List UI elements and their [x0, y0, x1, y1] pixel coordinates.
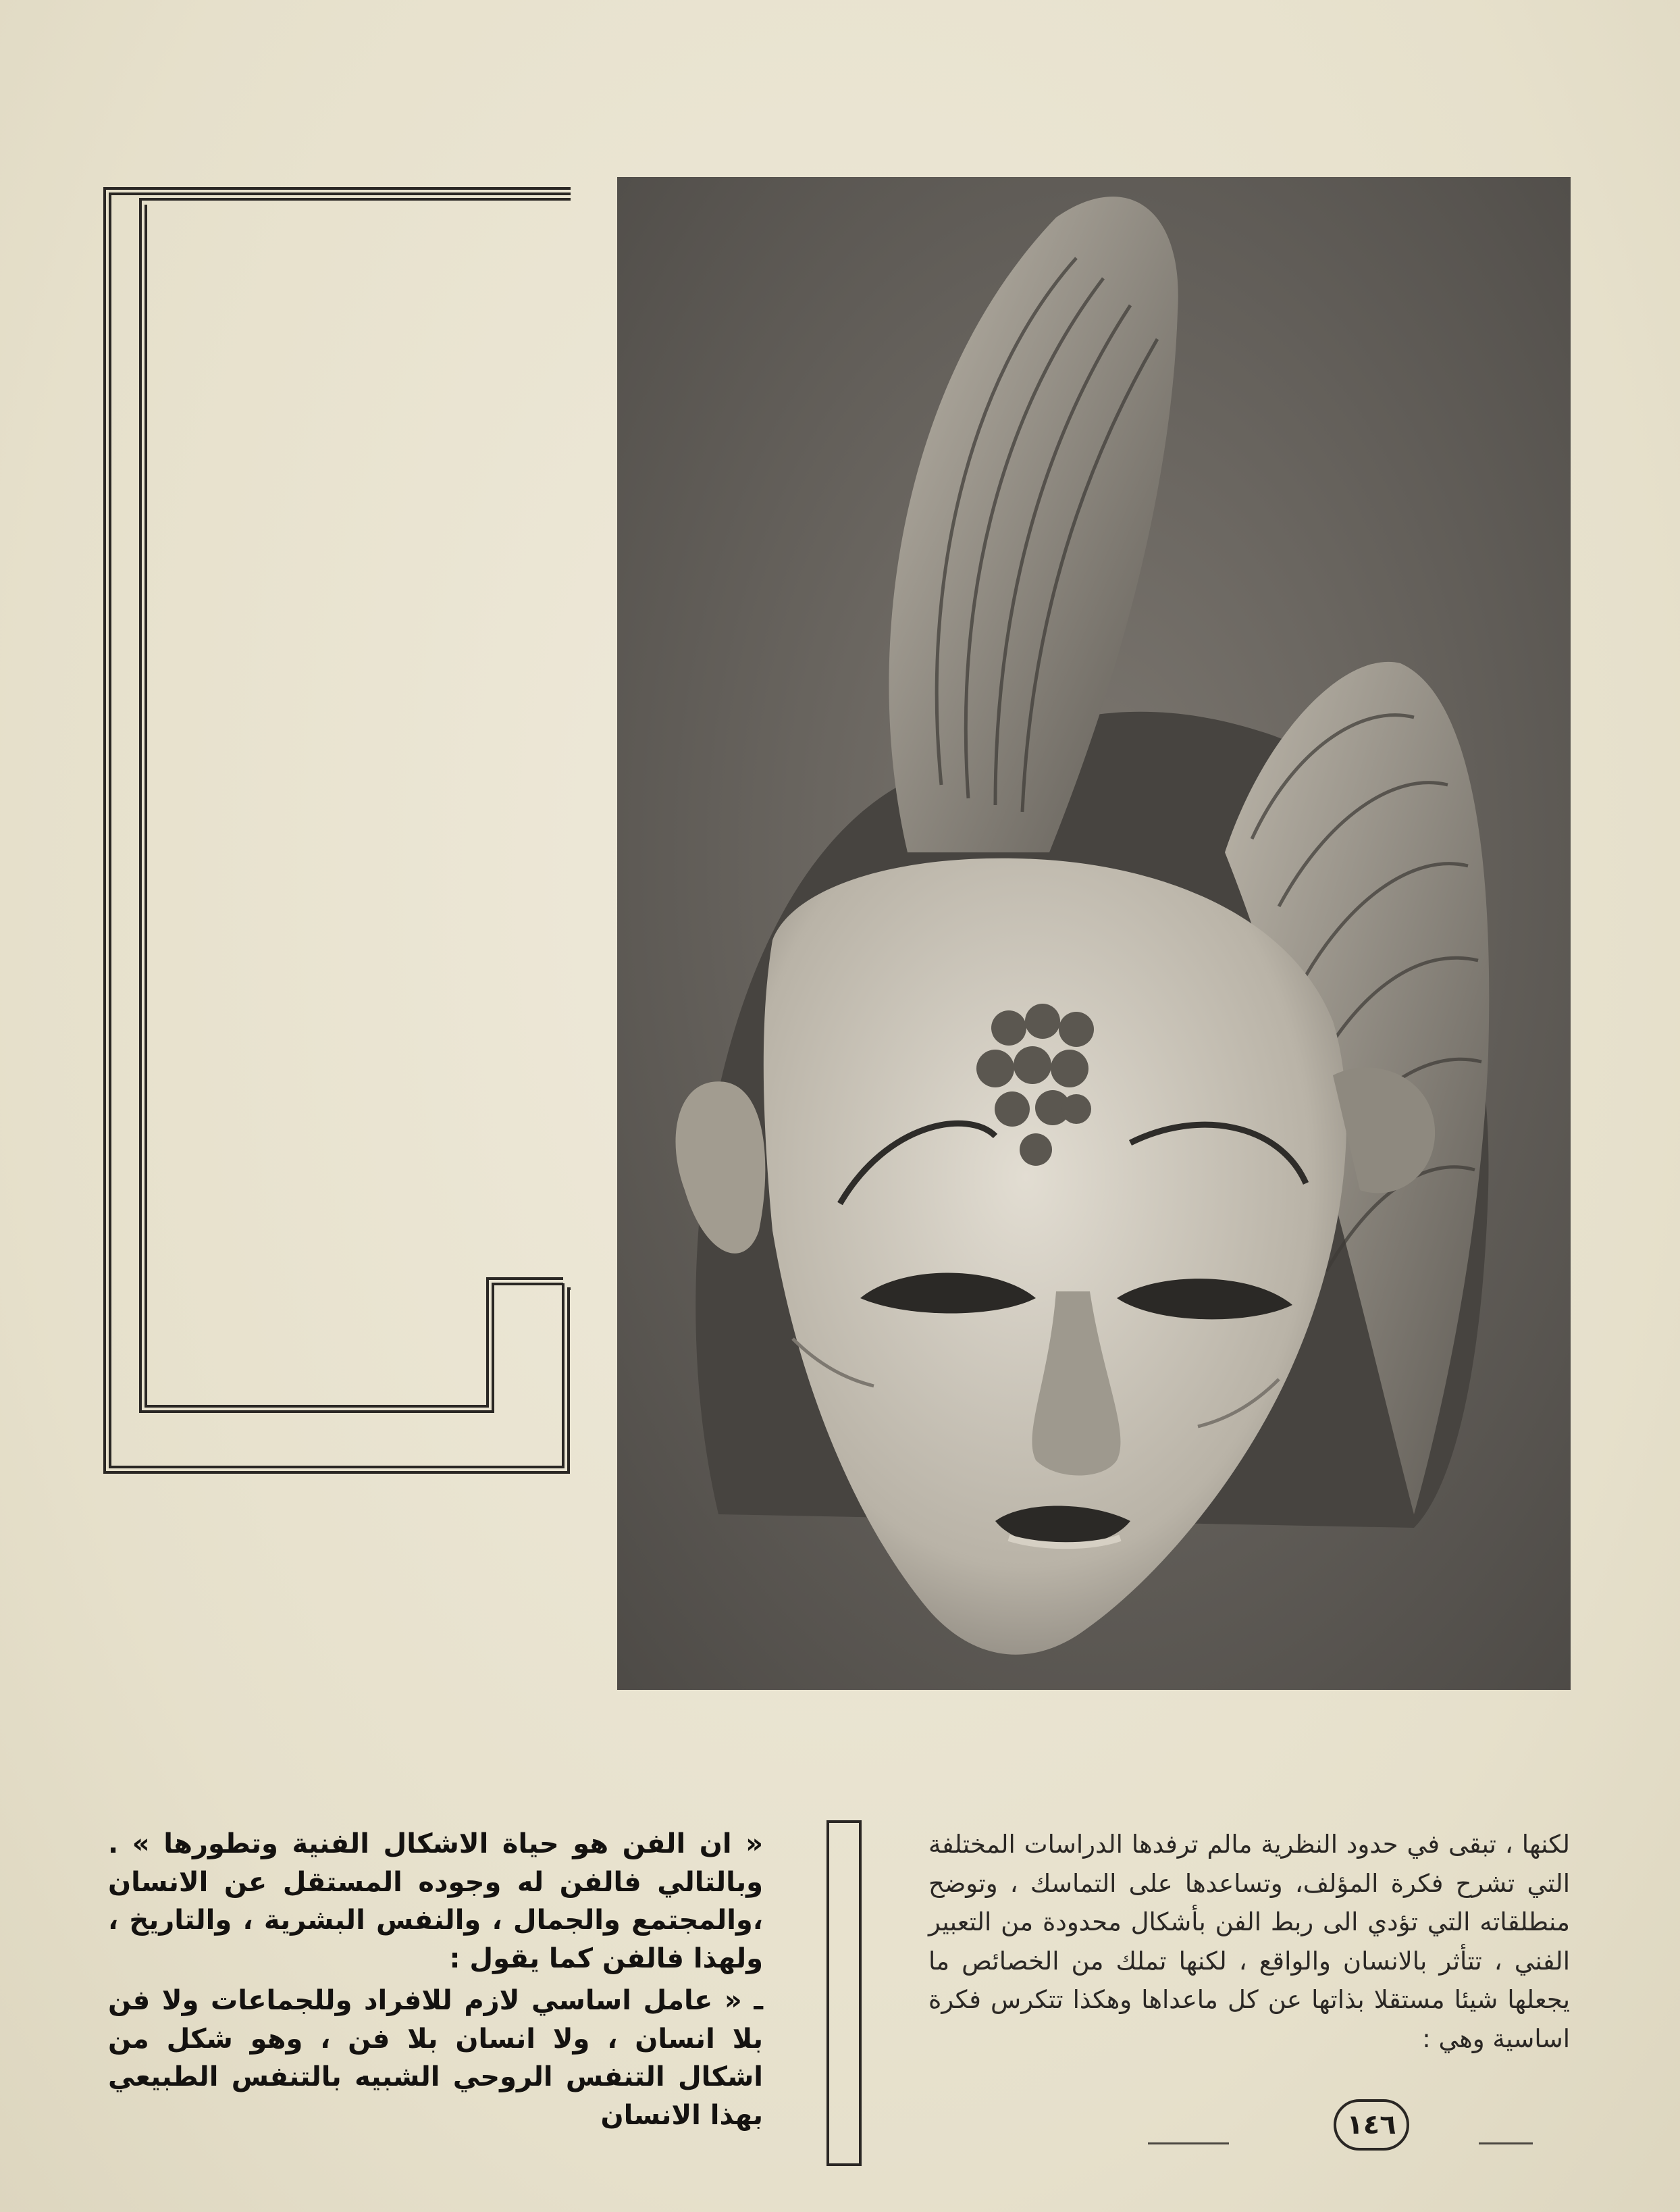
- right-text-column: [928, 1825, 1570, 2058]
- right-column-paragraph: لكنها ، تبقى في حدود النظرية مالم ترفدها الدراسات المختلفة التي تشرح فكرة المؤلف، وتساعدها على التماسك ، وتوضح منطلقاته التي تؤدي الى ربط الفن بأشكال محدودة من التعبير الفني ، تتأثر بالانسان والواقع ، لكنها تملك من الخصائص ما يجعلها شيئا مستقلا بذاتها عن كل ماعداها وهكذا تتكرس فكرة اساسية وهي :: [928, 1830, 1570, 2053]
- decorative-rule: [1148, 2142, 1229, 2144]
- decorative-frame-bracket: [101, 179, 574, 1476]
- left-column-paragraph-2: ـ « عامل اساسي لازم للافراد وللجماعات ولا فن بلا انسان ، ولا انسان بلا فن ، وهو شكل من اشكال التنفس الروحي الشبيه بالتنفس الطبيعي بهذا الانسان: [108, 1985, 763, 2131]
- left-text-column: [108, 1825, 763, 2134]
- mask-photograph: [617, 177, 1571, 1690]
- left-column-paragraph-1: « ان الفن هو حياة الاشكال الفنية وتطورها » . وبالتالي فالفن له وجوده المستقل عن الانسان ،والمجتمع والجمال ، والنفس البشرية ، والتاريخ ، ولهذا فالفن كما يقول :: [108, 1828, 763, 1974]
- decorative-small-bracket: [826, 1820, 862, 2166]
- page-number: ١٤٦: [1334, 2099, 1409, 2151]
- decorative-rule: [1479, 2142, 1533, 2144]
